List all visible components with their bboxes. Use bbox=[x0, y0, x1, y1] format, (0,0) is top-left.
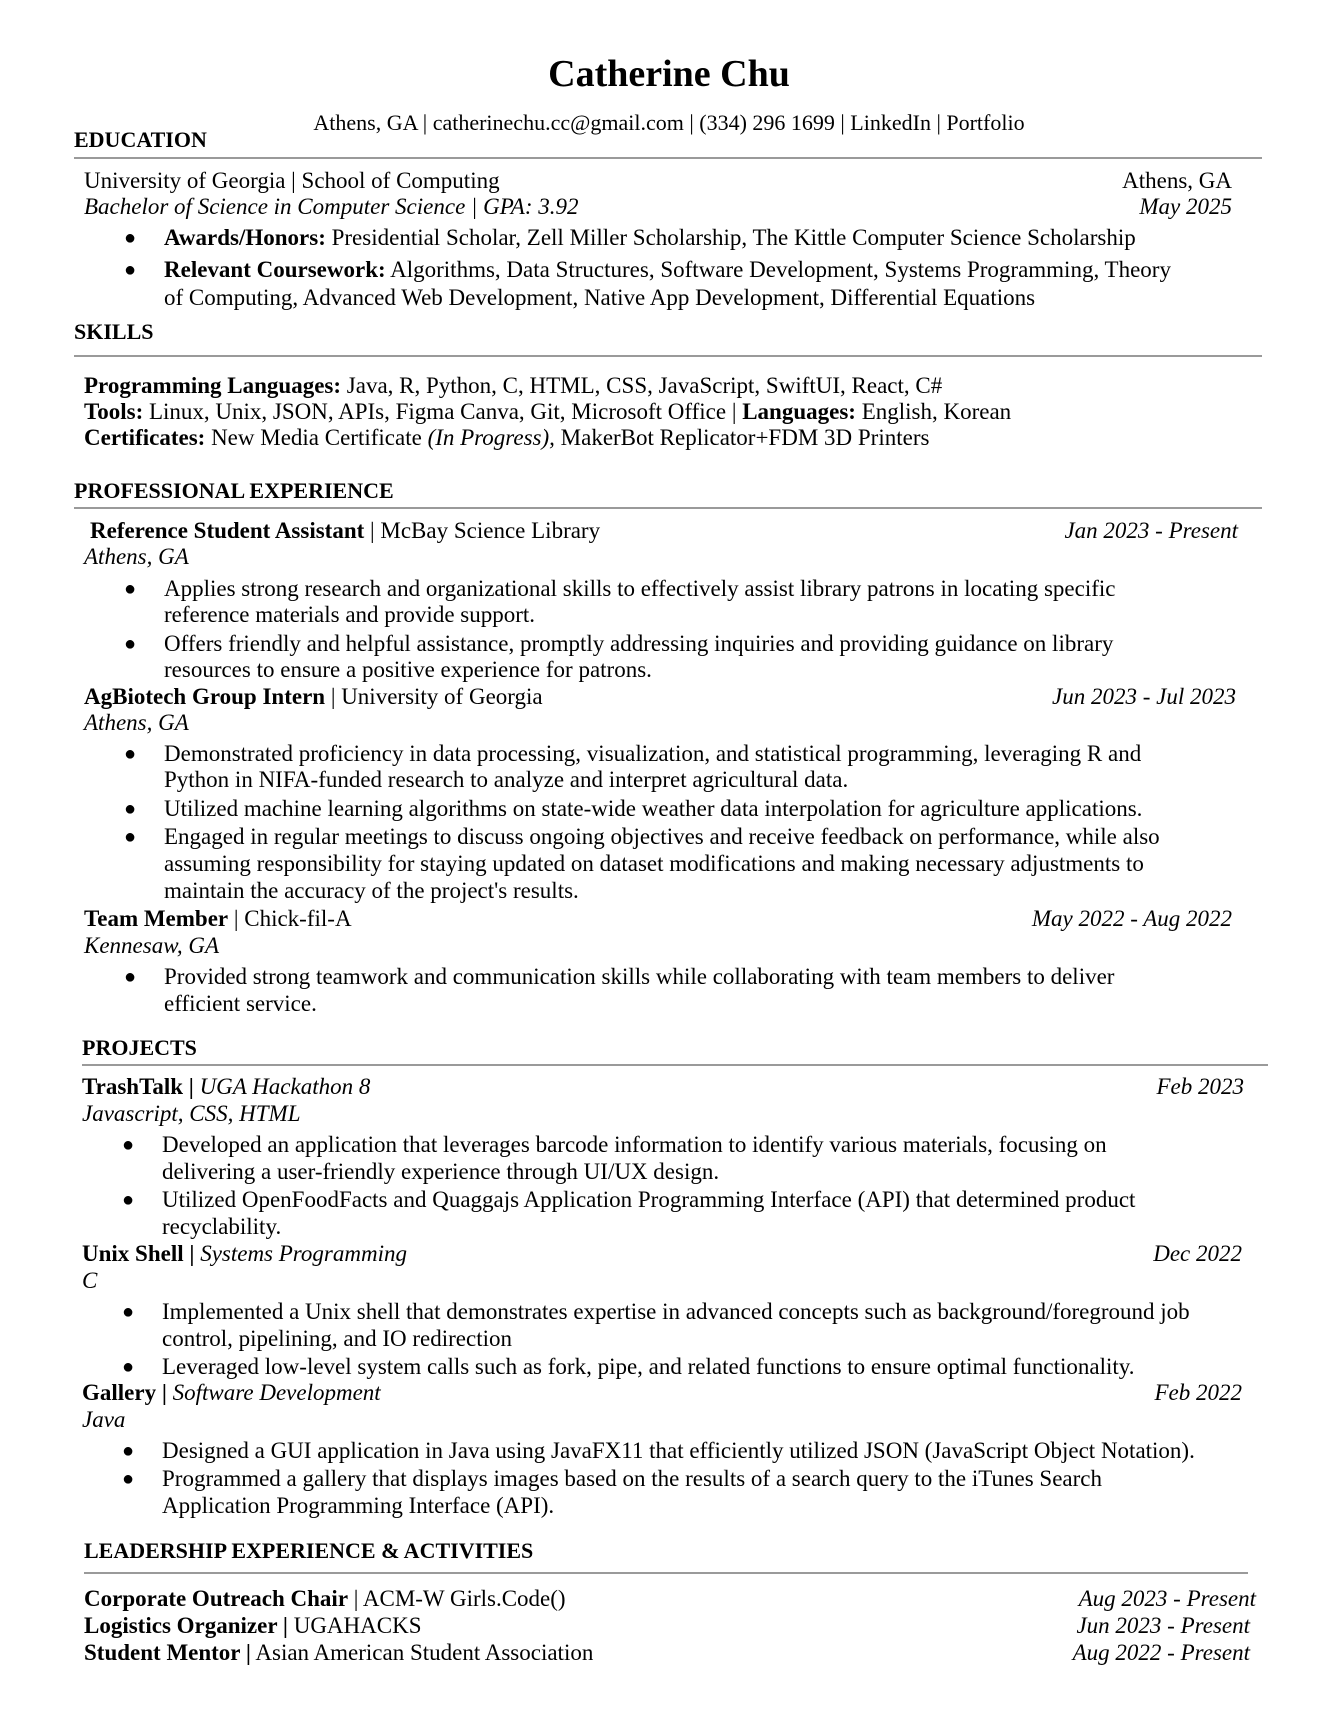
project-subtitle: Software Development bbox=[166, 1380, 381, 1405]
bullet: ● bbox=[122, 1356, 135, 1378]
job-bullet-cont: assuming responsibility for staying updated on dataset modifications and making necessary adjustments to bbox=[164, 851, 1144, 876]
project-bullet: Utilized OpenFoodFacts and Quaggajs Application Programming Interface (API) that determined product bbox=[162, 1187, 1136, 1212]
prog-label: Programming Languages: bbox=[84, 373, 342, 398]
leadership-org: | ACM-W Girls.Code() bbox=[348, 1586, 566, 1611]
skills-tools bbox=[84, 399, 1011, 425]
coursework-line-2: of Computing, Advanced Web Development, Native App Development, Differential Equations bbox=[164, 285, 1036, 310]
bullet: ● bbox=[122, 1134, 135, 1156]
job-bullet-cont: efficient service. bbox=[164, 991, 317, 1016]
education-rule bbox=[74, 157, 1262, 159]
job-location: Athens, GA bbox=[84, 544, 189, 569]
bullet: ● bbox=[124, 633, 137, 655]
projects-heading: PROJECTS bbox=[82, 1035, 197, 1060]
project-bullet: Programmed a gallery that displays images based on the results of a search query to the iTunes Search bbox=[162, 1466, 1102, 1491]
prog-text: Java, R, Python, C, HTML, CSS, JavaScript, SwiftUI, React, C# bbox=[341, 373, 943, 398]
bullet: ● bbox=[124, 798, 137, 820]
job-org: | McBay Science Library bbox=[364, 518, 601, 543]
cert-italic: (In Progress), bbox=[427, 425, 555, 450]
project-date: Feb 2022 bbox=[1154, 1380, 1242, 1405]
project-title-line bbox=[82, 1380, 381, 1406]
project-date: Dec 2022 bbox=[1153, 1241, 1242, 1266]
experience-rule bbox=[74, 507, 1262, 509]
bullet: ● bbox=[124, 259, 137, 281]
lang-text: English, Korean bbox=[855, 399, 1012, 424]
tools-text: Linux, Unix, JSON, APIs, Figma Canva, Git, Microsoft Office | bbox=[143, 399, 743, 424]
job-title: Team Member bbox=[84, 906, 229, 931]
project-title: TrashTalk | bbox=[82, 1074, 194, 1099]
skills-heading: SKILLS bbox=[74, 319, 154, 344]
projects-rule bbox=[82, 1064, 1268, 1066]
job-location: Athens, GA bbox=[84, 710, 189, 735]
project-bullet: Designed a GUI application in Java using JavaFX11 that efficiently utilized JSON (JavaScript Object Notation). bbox=[162, 1438, 1195, 1463]
leadership-title: Corporate Outreach Chair bbox=[84, 1586, 349, 1611]
job-org: | University of Georgia bbox=[325, 684, 543, 709]
bullet: ● bbox=[124, 743, 137, 765]
experience-heading: PROFESSIONAL EXPERIENCE bbox=[74, 478, 394, 503]
project-bullet-cont: Application Programming Interface (API). bbox=[162, 1493, 555, 1518]
leadership-date: Aug 2022 - Present bbox=[1072, 1640, 1250, 1665]
skills-programming bbox=[84, 373, 942, 399]
project-subtitle: UGA Hackathon 8 bbox=[193, 1074, 371, 1099]
project-date: Feb 2023 bbox=[1156, 1074, 1244, 1099]
project-title: Unix Shell | bbox=[82, 1241, 195, 1266]
leadership-org: UGAHACKS bbox=[287, 1613, 422, 1638]
leadership-rule bbox=[84, 1572, 1248, 1574]
job-bullet-cont: reference materials and provide support. bbox=[164, 602, 536, 627]
cert-text: New Media Certificate bbox=[205, 425, 428, 450]
bullet: ● bbox=[122, 1440, 135, 1462]
project-bullet: Implemented a Unix shell that demonstrates expertise in advanced concepts such as background/foreground job bbox=[162, 1299, 1190, 1324]
leadership-title: Logistics Organizer | bbox=[84, 1613, 288, 1638]
awards-line bbox=[164, 225, 1136, 251]
education-school: University of Georgia | School of Computing bbox=[84, 168, 500, 193]
project-title-line bbox=[82, 1241, 407, 1267]
project-bullet-cont: control, pipelining, and IO redirection bbox=[162, 1326, 513, 1351]
bullet: ● bbox=[122, 1468, 135, 1490]
job-title-line bbox=[84, 906, 352, 932]
job-bullet: Engaged in regular meetings to discuss ongoing objectives and receive feedback on performance, while also bbox=[164, 824, 1160, 849]
project-bullet: Leveraged low-level system calls such as fork, pipe, and related functions to ensure optimal functionality. bbox=[162, 1354, 1135, 1379]
project-tech: Javascript, CSS, HTML bbox=[82, 1101, 301, 1126]
bullet: ● bbox=[124, 966, 137, 988]
tools-label: Tools: bbox=[84, 399, 144, 424]
leadership-item bbox=[84, 1586, 566, 1612]
awards-text: Presidential Scholar, Zell Miller Scholarship, The Kittle Computer Science Scholarship bbox=[325, 225, 1136, 250]
skills-rule bbox=[74, 355, 1262, 357]
project-bullet-cont: delivering a user-friendly experience through UI/UX design. bbox=[162, 1159, 720, 1184]
bullet: ● bbox=[124, 826, 137, 848]
project-tech: Java bbox=[82, 1407, 126, 1432]
job-title-line bbox=[90, 518, 600, 544]
coursework-label: Relevant Coursework: bbox=[164, 257, 386, 282]
bullet: ● bbox=[122, 1189, 135, 1211]
education-location: Athens, GA bbox=[1122, 168, 1232, 193]
job-org: | Chick-fil-A bbox=[228, 906, 352, 931]
awards-label: Awards/Honors: bbox=[164, 225, 326, 250]
leadership-item bbox=[84, 1640, 593, 1666]
resume-name: Catherine Chu bbox=[548, 53, 790, 95]
bullet: ● bbox=[124, 578, 137, 600]
job-date: Jun 2023 - Jul 2023 bbox=[1052, 684, 1236, 709]
education-degree: Bachelor of Science in Computer Science | GPA: 3.92 bbox=[84, 194, 579, 219]
lang-label: Languages: bbox=[742, 399, 856, 424]
leadership-org: Asian American Student Association bbox=[250, 1640, 594, 1665]
job-bullet: Offers friendly and helpful assistance, promptly addressing inquiries and providing guidance on library bbox=[164, 631, 1114, 656]
project-tech: C bbox=[82, 1268, 98, 1293]
job-bullet-cont: resources to ensure a positive experience for patrons. bbox=[164, 657, 652, 682]
job-bullet-cont: Python in NIFA-funded research to analyze and interpret agricultural data. bbox=[164, 767, 849, 792]
job-title: Reference Student Assistant bbox=[90, 518, 365, 543]
bullet: ● bbox=[122, 1301, 135, 1323]
leadership-date: Jun 2023 - Present bbox=[1076, 1613, 1250, 1638]
job-location: Kennesaw, GA bbox=[84, 933, 220, 958]
job-bullet-cont: maintain the accuracy of the project's results. bbox=[164, 878, 579, 903]
leadership-title: Student Mentor | bbox=[84, 1640, 251, 1665]
job-bullet: Demonstrated proficiency in data processing, visualization, and statistical programming, leveraging R and bbox=[164, 741, 1142, 766]
job-bullet: Provided strong teamwork and communication skills while collaborating with team members to deliver bbox=[164, 964, 1115, 989]
education-heading: EDUCATION bbox=[74, 127, 207, 152]
coursework-text: Algorithms, Data Structures, Software Development, Systems Programming, Theory bbox=[385, 257, 1171, 282]
bullet: ● bbox=[124, 227, 137, 249]
job-title-line bbox=[84, 684, 543, 710]
job-title: AgBiotech Group Intern bbox=[84, 684, 326, 709]
leadership-date: Aug 2023 - Present bbox=[1078, 1586, 1256, 1611]
coursework-line bbox=[164, 257, 1171, 283]
project-subtitle: Systems Programming bbox=[194, 1241, 407, 1266]
cert-text-2: MakerBot Replicator+FDM 3D Printers bbox=[554, 425, 930, 450]
cert-label: Certificates: bbox=[84, 425, 206, 450]
project-bullet-cont: recyclability. bbox=[162, 1214, 282, 1239]
job-bullet: Utilized machine learning algorithms on state-wide weather data interpolation for agriculture applications. bbox=[164, 796, 1143, 821]
leadership-heading: LEADERSHIP EXPERIENCE & ACTIVITIES bbox=[84, 1538, 534, 1563]
job-bullet: Applies strong research and organizational skills to effectively assist library patrons in locating specific bbox=[164, 576, 1116, 601]
job-date: May 2022 - Aug 2022 bbox=[1031, 906, 1232, 931]
project-bullet: Developed an application that leverages barcode information to identify various materials, focusing on bbox=[162, 1132, 1107, 1157]
project-title-line bbox=[82, 1074, 370, 1100]
leadership-item bbox=[84, 1613, 422, 1639]
skills-certificates bbox=[84, 425, 929, 451]
education-date: May 2025 bbox=[1139, 194, 1232, 219]
contact-line: Athens, GA | catherinechu.cc@gmail.com | (334) 296 1699 | LinkedIn | Portfolio bbox=[313, 110, 1025, 135]
job-date: Jan 2023 - Present bbox=[1064, 518, 1238, 543]
project-title: Gallery | bbox=[82, 1380, 167, 1405]
